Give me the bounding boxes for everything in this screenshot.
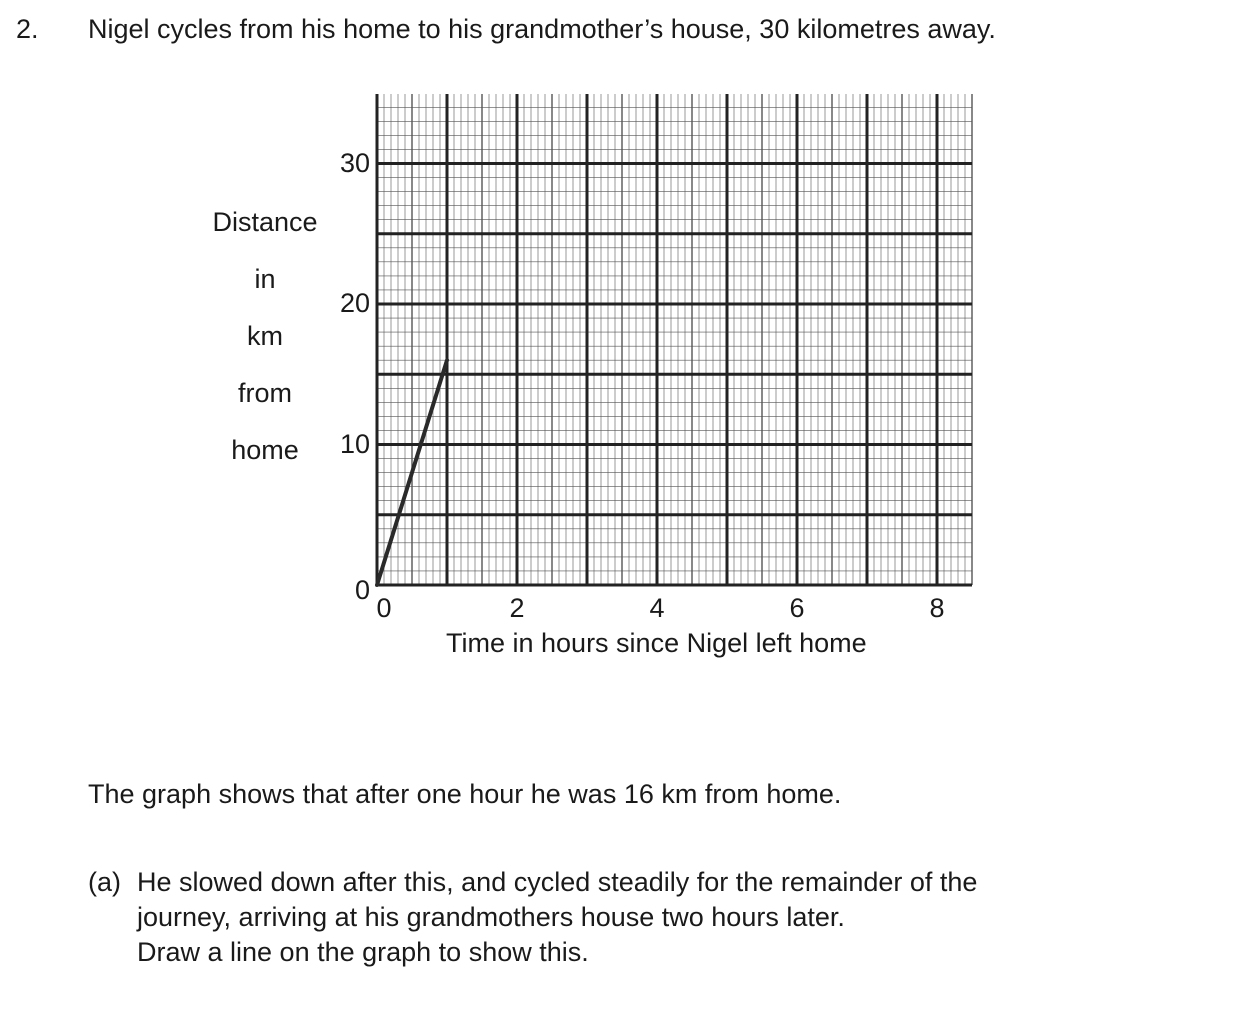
x-tick-label: 4 <box>649 593 665 623</box>
x-tick-label: 8 <box>929 593 945 623</box>
grid-major-lines <box>377 94 972 585</box>
part-a-line-3: Draw a line on the graph to show this. <box>137 937 589 967</box>
part-a-label: (a) <box>88 867 121 897</box>
y-label-line: Distance <box>212 207 318 237</box>
question-stem: Nigel cycles from his home to his grandmother’s house, 30 kilometres away. <box>88 14 996 44</box>
graph-info-text: The graph shows that after one hour he was 16 km from home. <box>88 779 842 809</box>
y-tick-label: 0 <box>354 575 370 605</box>
x-tick-label: 0 <box>376 593 392 623</box>
y-label-line: km <box>247 321 283 351</box>
x-tick-label: 6 <box>789 593 805 623</box>
y-label-line: in <box>254 264 276 294</box>
question-number: 2. <box>16 14 39 44</box>
y-label-line: from <box>238 378 292 408</box>
x-axis-label: Time in hours since Nigel left home <box>446 628 867 658</box>
y-tick-label: 30 <box>339 147 370 178</box>
axes <box>377 94 972 585</box>
y-tick-label: 20 <box>339 288 370 318</box>
y-label-line: home <box>231 435 299 465</box>
part-a-line-1: He slowed down after this, and cycled steadily for the remainder of the <box>137 867 978 897</box>
x-tick-label: 2 <box>509 593 525 623</box>
grid-minor-lines <box>377 94 972 585</box>
y-tick-label: 10 <box>339 428 370 459</box>
part-a-line-2: journey, arriving at his grandmothers house two hours later. <box>137 902 845 932</box>
